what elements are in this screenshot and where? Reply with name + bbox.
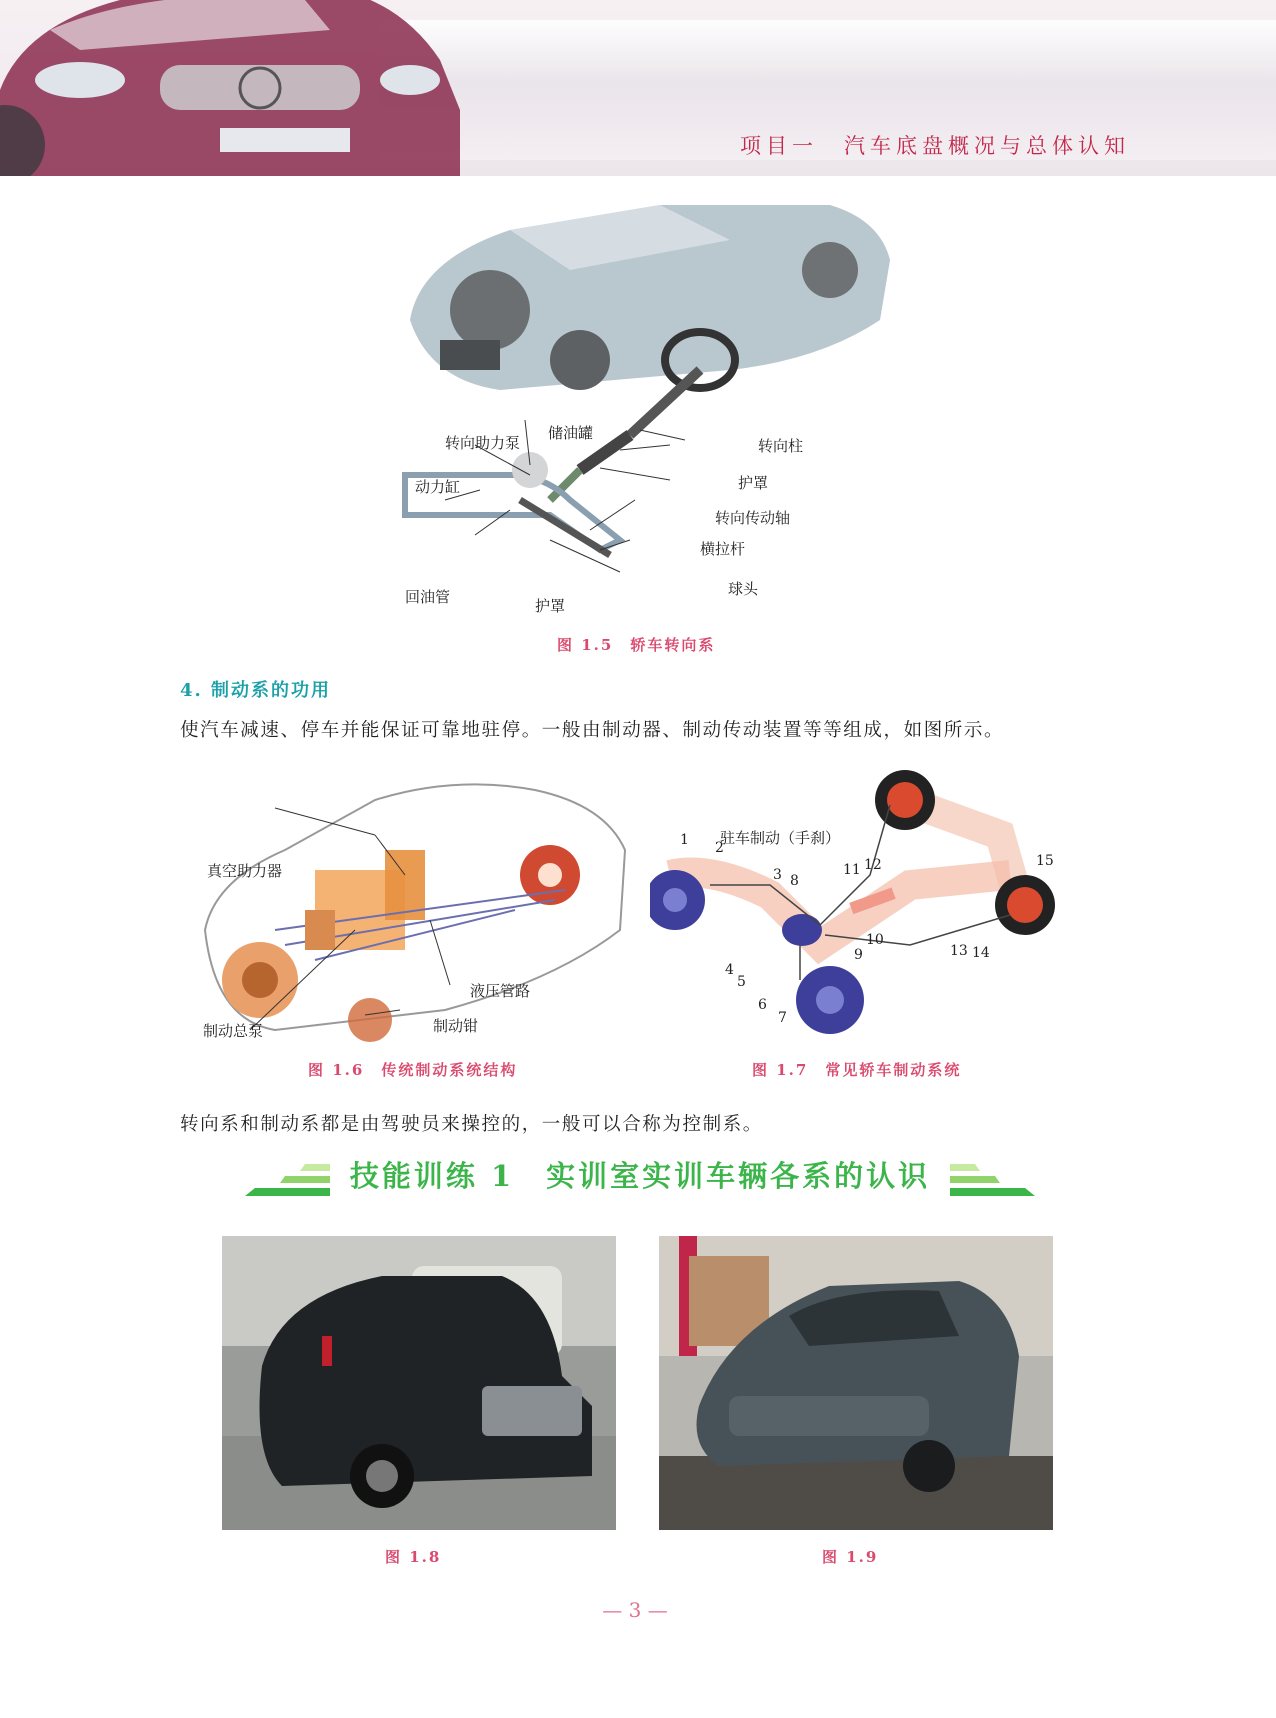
sedan-photo bbox=[659, 1236, 1053, 1530]
figure-1-5-caption: 图 1.5 轿车转向系 bbox=[557, 636, 716, 654]
label-steering-column: 转向柱 bbox=[758, 437, 804, 455]
label-steering-pump: 转向助力泵 bbox=[445, 434, 521, 452]
num-8: 8 bbox=[790, 873, 799, 889]
skill-training-banner bbox=[245, 1150, 1035, 1202]
figure-1-8-caption: 图 1.8 bbox=[385, 1548, 442, 1566]
photo-figure-1-8 bbox=[222, 1236, 616, 1530]
num-13: 13 bbox=[950, 943, 968, 959]
num-9: 9 bbox=[854, 947, 863, 963]
banner-right-stripes-icon bbox=[945, 1158, 1035, 1198]
figure-1-5 bbox=[400, 200, 920, 620]
label-boot-upper: 护罩 bbox=[738, 474, 769, 492]
num-7: 7 bbox=[778, 1010, 787, 1026]
label-ball-joint: 球头 bbox=[728, 580, 759, 598]
num-1: 1 bbox=[680, 832, 689, 848]
suv-photo bbox=[222, 1236, 616, 1530]
figure-1-6-caption: 图 1.6 传统制动系统结构 bbox=[308, 1061, 518, 1079]
label-return-pipe: 回油管 bbox=[405, 588, 451, 606]
num-4: 4 bbox=[725, 962, 734, 978]
label-vacuum-booster: 真空助力器 bbox=[207, 862, 283, 880]
label-boot-lower: 护罩 bbox=[535, 597, 566, 615]
figure-1-7 bbox=[650, 765, 1070, 1050]
section-heading: 4. 制动系的功用 bbox=[180, 680, 332, 701]
skill-title: 技能训练 1 实训室实训车辆各系的认识 bbox=[349, 1159, 931, 1193]
label-power-cylinder: 动力缸 bbox=[415, 478, 461, 496]
figure-1-6-leader-lines bbox=[195, 780, 635, 1045]
page-header-banner bbox=[0, 0, 1276, 176]
num-10: 10 bbox=[866, 932, 884, 948]
num-2: 2 bbox=[715, 840, 724, 856]
label-hydraulic-line: 液压管路 bbox=[470, 982, 531, 1000]
figure-1-5-leader-lines bbox=[400, 200, 920, 620]
num-14: 14 bbox=[972, 945, 990, 961]
label-steering-shaft: 转向传动轴 bbox=[715, 509, 791, 527]
sedan-brake-system-illustration bbox=[650, 765, 1070, 1050]
page-number: — 3 — bbox=[602, 1598, 668, 1622]
section-paragraph: 使汽车减速、停车并能保证可靠地驻停。一般由制动器、制动传动装置等等组成，如图所示。 bbox=[180, 720, 1005, 741]
figure-1-7-caption: 图 1.7 常见轿车制动系统 bbox=[752, 1061, 962, 1079]
header-title: 项目一 汽车底盘概况与总体认知 bbox=[740, 134, 1130, 158]
figure-1-9-caption: 图 1.9 bbox=[822, 1548, 879, 1566]
num-3: 3 bbox=[773, 867, 782, 883]
label-master-cylinder: 制动总泵 bbox=[203, 1022, 264, 1040]
num-5: 5 bbox=[737, 974, 746, 990]
label-reservoir: 储油罐 bbox=[548, 424, 594, 442]
label-parking-brake: 驻车制动（手刹） bbox=[720, 829, 841, 847]
photo-figure-1-9 bbox=[659, 1236, 1053, 1530]
num-6: 6 bbox=[758, 997, 767, 1013]
label-caliper: 制动钳 bbox=[433, 1017, 479, 1035]
header-car-illustration bbox=[0, 0, 490, 176]
closing-paragraph: 转向系和制动系都是由驾驶员来操控的，一般可以合称为控制系。 bbox=[180, 1114, 763, 1135]
num-15: 15 bbox=[1036, 853, 1054, 869]
num-12: 12 bbox=[864, 857, 882, 873]
label-tie-rod: 横拉杆 bbox=[700, 540, 746, 558]
figure-1-6 bbox=[195, 780, 635, 1045]
num-11: 11 bbox=[843, 862, 861, 878]
